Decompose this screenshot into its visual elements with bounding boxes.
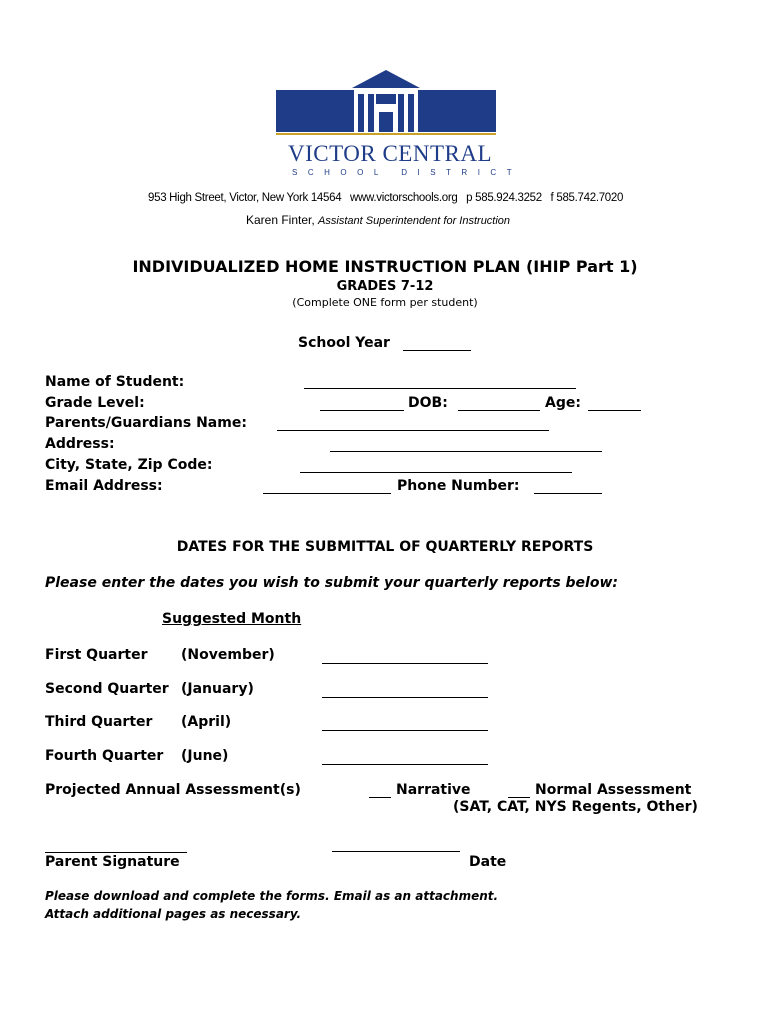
letterhead-contact bbox=[246, 213, 510, 227]
parents-label: Parents/Guardians Name: bbox=[45, 415, 247, 431]
district-name: VICTOR CENTRAL bbox=[288, 141, 492, 166]
form-title: INDIVIDUALIZED HOME INSTRUCTION PLAN (IHIP Part 1) bbox=[132, 257, 638, 276]
phone-label: Phone Number: bbox=[397, 478, 520, 494]
quarter-4-date-field[interactable] bbox=[322, 764, 488, 765]
phone-field[interactable] bbox=[534, 493, 602, 494]
district-logo bbox=[276, 68, 496, 138]
email-label: Email Address: bbox=[45, 478, 163, 494]
grade-level-label: Grade Level: bbox=[45, 395, 145, 411]
address-field[interactable] bbox=[330, 451, 602, 452]
quarter-1-date-field[interactable] bbox=[322, 663, 488, 664]
letterhead-address: 953 High Street, Victor, New York 14564 www.victorschools.org p 585.924.3252 f 585.742.7020 bbox=[148, 192, 624, 204]
address-label: Address: bbox=[45, 436, 115, 452]
school-year-field[interactable] bbox=[403, 350, 471, 351]
age-label: Age: bbox=[545, 395, 581, 411]
student-name-field[interactable] bbox=[304, 388, 576, 389]
quarter-2-month: (January) bbox=[181, 681, 254, 697]
date-field[interactable] bbox=[332, 851, 460, 852]
city-field[interactable] bbox=[300, 472, 572, 473]
form-grades: GRADES 7-12 bbox=[336, 279, 434, 294]
quarter-4-label: Fourth Quarter bbox=[45, 748, 164, 764]
quarter-1-label: First Quarter bbox=[45, 647, 148, 663]
quarter-4-month: (June) bbox=[181, 748, 229, 764]
parent-signature-label: Parent Signature bbox=[45, 854, 180, 870]
normal-assessment-checkbox[interactable] bbox=[508, 797, 530, 798]
parent-signature-field[interactable] bbox=[45, 852, 187, 853]
dob-label: DOB: bbox=[408, 395, 448, 411]
student-name-label: Name of Student: bbox=[45, 374, 185, 390]
form-note: (Complete ONE form per student) bbox=[292, 296, 478, 309]
school-year-label: School Year bbox=[298, 335, 390, 351]
email-field[interactable] bbox=[263, 493, 391, 494]
narrative-label: Narrative bbox=[396, 782, 471, 798]
dates-heading: DATES FOR THE SUBMITTAL OF QUARTERLY REPORTS bbox=[176, 539, 594, 555]
dates-instruction: Please enter the dates you wish to submit your quarterly reports below: bbox=[45, 575, 619, 591]
suggested-month-header: Suggested Month bbox=[162, 611, 302, 627]
age-field[interactable] bbox=[588, 410, 641, 411]
footer-line-2: Attach additional pages as necessary. bbox=[45, 907, 302, 921]
quarter-2-date-field[interactable] bbox=[322, 697, 488, 698]
quarter-1-month: (November) bbox=[181, 647, 275, 663]
quarter-3-date-field[interactable] bbox=[322, 730, 488, 731]
parents-field[interactable] bbox=[277, 430, 549, 431]
date-label: Date bbox=[469, 854, 507, 870]
contact-title: Assistant Superintendent for Instruction bbox=[318, 215, 511, 227]
dob-field[interactable] bbox=[458, 410, 540, 411]
quarter-3-label: Third Quarter bbox=[45, 714, 153, 730]
footer-line-1: Please download and complete the forms. Email as an attachment. bbox=[45, 889, 499, 903]
district-sub: SCHOOL DISTRICT bbox=[292, 168, 523, 177]
normal-assessment-examples: (SAT, CAT, NYS Regents, Other) bbox=[453, 799, 698, 815]
grade-level-field[interactable] bbox=[320, 410, 404, 411]
quarter-3-month: (April) bbox=[181, 714, 232, 730]
contact-name: Karen Finter, bbox=[246, 213, 315, 227]
narrative-checkbox[interactable] bbox=[369, 797, 391, 798]
assessment-label: Projected Annual Assessment(s) bbox=[45, 782, 301, 798]
quarter-2-label: Second Quarter bbox=[45, 681, 169, 697]
normal-assessment-label: Normal Assessment bbox=[535, 782, 692, 798]
city-label: City, State, Zip Code: bbox=[45, 457, 213, 473]
